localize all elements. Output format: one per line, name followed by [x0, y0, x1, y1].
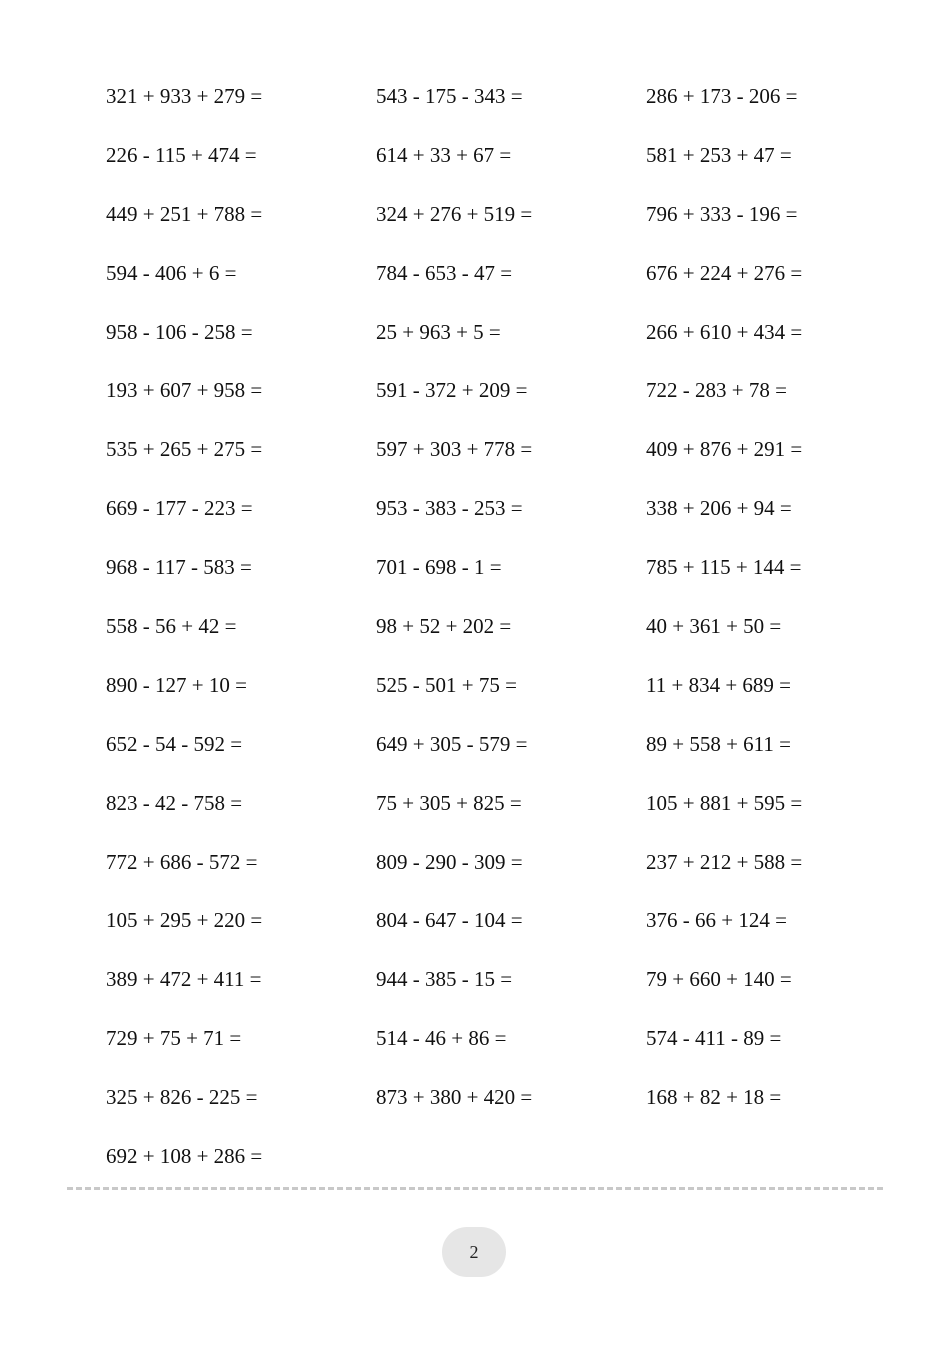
problem-item: 676 + 224 + 276 = — [646, 260, 803, 285]
problem-item: 809 - 290 - 309 = — [376, 849, 523, 874]
page-number: 2 — [469, 1241, 479, 1262]
problem-item: 286 + 173 - 206 = — [646, 84, 798, 108]
problem-item: 535 + 265 + 275 = — [106, 437, 263, 462]
problem-item: 591 - 372 + 209 = — [376, 378, 528, 403]
problem-item: 543 - 175 - 343 = — [376, 84, 523, 108]
problem-item: 796 + 333 - 196 = — [646, 201, 798, 226]
problem-item: 105 + 881 + 595 = — [646, 790, 803, 815]
problem-grid — [106, 78, 906, 1197]
problem-item: 98 + 52 + 202 = — [376, 614, 512, 639]
problem-item: 168 + 82 + 18 = — [646, 1085, 782, 1110]
problem-item: 449 + 251 + 788 = — [106, 201, 263, 226]
problem-item: 652 - 54 - 592 = — [106, 731, 243, 756]
problem-item: 614 + 33 + 67 = — [376, 142, 512, 167]
problem-item: 105 + 295 + 220 = — [106, 908, 263, 933]
problem-item: 594 - 406 + 6 = — [106, 260, 237, 285]
problem-item: 649 + 305 - 579 = — [376, 731, 528, 756]
problem-item: 525 - 501 + 75 = — [376, 672, 517, 697]
problem-item: 75 + 305 + 825 = — [376, 790, 522, 815]
problem-item: 574 - 411 - 89 = — [646, 1026, 782, 1051]
problem-item: 237 + 212 + 588 = — [646, 849, 803, 874]
problem-item: 597 + 303 + 778 = — [376, 437, 533, 462]
problem-item: 953 - 383 - 253 = — [376, 496, 523, 521]
problem-item: 325 + 826 - 225 = — [106, 1085, 258, 1110]
problem-item: 193 + 607 + 958 = — [106, 378, 263, 403]
problem-item: 722 - 283 + 78 = — [646, 378, 787, 403]
problem-item: 701 - 698 - 1 = — [376, 555, 502, 580]
problem-item: 958 - 106 - 258 = — [106, 319, 253, 344]
problem-item: 25 + 963 + 5 = — [376, 319, 501, 344]
page-number-badge — [442, 1227, 506, 1277]
problem-item: 944 - 385 - 15 = — [376, 967, 513, 992]
problem-item: 324 + 276 + 519 = — [376, 201, 533, 226]
problem-item: 409 + 876 + 291 = — [646, 437, 803, 462]
problem-item: 376 - 66 + 124 = — [646, 908, 787, 933]
problem-item: 804 - 647 - 104 = — [376, 908, 523, 933]
problem-item: 40 + 361 + 50 = — [646, 614, 782, 639]
problem-item: 338 + 206 + 94 = — [646, 496, 792, 521]
problem-item: 890 - 127 + 10 = — [106, 672, 247, 697]
problem-item: 785 + 115 + 144 = — [646, 555, 802, 580]
problem-item: 692 + 108 + 286 = — [106, 1144, 263, 1169]
problem-item: 89 + 558 + 611 = — [646, 731, 792, 756]
problem-item: 321 + 933 + 279 = — [106, 84, 263, 108]
problem-item: 784 - 653 - 47 = — [376, 260, 513, 285]
problem-item: 772 + 686 - 572 = — [106, 849, 258, 874]
problem-item: 873 + 380 + 420 = — [376, 1085, 533, 1110]
problem-item: 266 + 610 + 434 = — [646, 319, 803, 344]
problem-item: 729 + 75 + 71 = — [106, 1026, 242, 1051]
problem-item: 968 - 117 - 583 = — [106, 555, 252, 580]
problem-item: 558 - 56 + 42 = — [106, 614, 237, 639]
problem-item: 11 + 834 + 689 = — [646, 672, 792, 697]
problem-item: 823 - 42 - 758 = — [106, 790, 243, 815]
dashed-divider — [67, 1187, 883, 1190]
problem-item: 79 + 660 + 140 = — [646, 967, 792, 992]
problem-item: 226 - 115 + 474 = — [106, 142, 257, 167]
problem-item: 389 + 472 + 411 = — [106, 967, 262, 992]
problem-item: 581 + 253 + 47 = — [646, 142, 792, 167]
problem-item: 514 - 46 + 86 = — [376, 1026, 507, 1051]
problem-item: 669 - 177 - 223 = — [106, 496, 253, 521]
